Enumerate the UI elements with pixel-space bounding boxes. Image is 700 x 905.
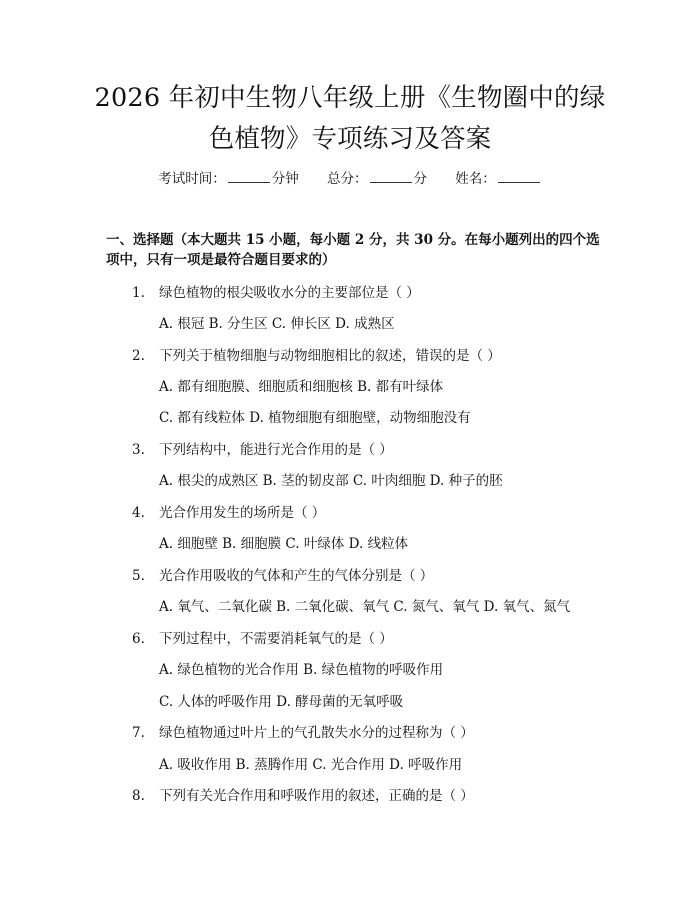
question-8 (132, 786, 474, 806)
question-text: 下列有关光合作用和呼吸作用的叙述，正确的是（ ） (159, 788, 474, 804)
question-text: 下列过程中，不需要消耗氧气的是（ ） (159, 631, 393, 647)
section-heading: 一、选择题（本大题共 15 小题，每小题 2 分，共 30 分。在每小题列出的四个选项中，只有一项是最符合题目要求的） (106, 232, 600, 268)
question-3-options: A. 根尖的成熟区 B. 茎的韧皮部 C. 叶肉细胞 D. 种子的胚 (159, 473, 503, 489)
question-text: 下列结构中，能进行光合作用的是（ ） (159, 442, 393, 458)
question-3 (132, 440, 393, 460)
question-5-options: A. 氧气、二氧化碳 B. 二氧化碳、氧气 C. 氮气、氧气 D. 氧气、氮气 (159, 599, 571, 615)
exam-time-unit: 分钟 (271, 171, 299, 187)
question-number: 6. (132, 631, 145, 647)
question-1 (132, 283, 420, 303)
exam-score-unit: 分 (413, 171, 427, 187)
question-number: 8. (132, 788, 145, 804)
title-line-1: 2026 年初中生物八年级上册《生物圈中的绿 (94, 83, 606, 113)
exam-time-label: 考试时间： (158, 171, 226, 187)
exam-score-label: 总分： (327, 171, 368, 187)
question-text: 绿色植物通过叶片上的气孔散失水分的过程称为（ ） (159, 725, 474, 741)
question-text: 下列关于植物细胞与动物细胞相比的叙述，错误的是（ ） (159, 348, 501, 364)
exam-name-label: 姓名： (455, 171, 496, 187)
question-number: 7. (132, 725, 145, 741)
question-number: 2. (132, 348, 145, 364)
question-text: 光合作用吸收的气体和产生的气体分别是（ ） (159, 568, 434, 584)
question-6 (132, 629, 393, 649)
question-6-options-line-1: A. 绿色植物的光合作用 B. 绿色植物的呼吸作用 (159, 662, 444, 678)
question-7 (132, 723, 474, 743)
question-5 (132, 566, 433, 586)
question-1-options: A. 根冠 B. 分生区 C. 伸长区 D. 成熟区 (159, 316, 395, 332)
question-4 (132, 503, 325, 523)
question-7-options: A. 吸收作用 B. 蒸腾作用 C. 光合作用 D. 呼吸作用 (159, 757, 463, 773)
question-6-options-line-2: C. 人体的呼吸作用 D. 酵母菌的无氧呼吸 (159, 694, 404, 710)
question-2-options-line-2: C. 都有线粒体 D. 植物细胞有细胞壁，动物细胞没有 (159, 410, 471, 426)
question-text: 光合作用发生的场所是（ ） (159, 505, 326, 521)
question-2-options-line-1: A. 都有细胞膜、细胞质和细胞核 B. 都有叶绿体 (159, 379, 444, 395)
question-text: 绿色植物的根尖吸收水分的主要部位是（ ） (159, 285, 420, 301)
title-line-2: 色植物》专项练习及答案 (208, 124, 492, 154)
question-number: 3. (132, 442, 145, 458)
question-number: 4. (132, 505, 145, 521)
question-4-options: A. 细胞壁 B. 细胞膜 C. 叶绿体 D. 线粒体 (159, 536, 409, 552)
question-2 (132, 346, 501, 366)
question-number: 1. (132, 285, 145, 301)
question-number: 5. (132, 568, 145, 584)
